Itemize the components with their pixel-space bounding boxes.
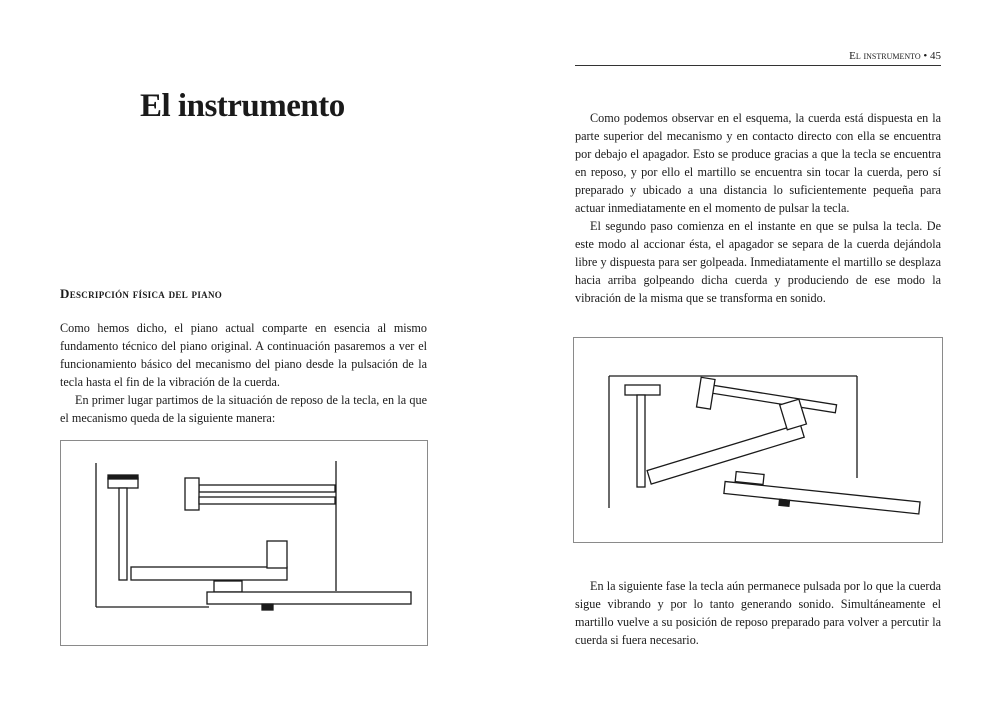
damper-arm [199,497,335,504]
page-number: 45 [930,50,941,62]
key-pivot [214,581,242,592]
mechanism-pressed-figure [573,337,943,543]
left-body-text [60,319,427,427]
running-head-title: El instrumento [849,50,921,62]
wippen-lever [131,567,287,580]
damper-arm [707,384,837,412]
hammer-shank [637,395,645,487]
string [199,485,335,492]
right-page [500,0,1000,706]
paragraph: Como podemos observar en el esquema, la cuerda está dispuesta en la parte superior del mecanismo y en contacto directo con ella se encuentra por debajo el apagador. Esto se produce gracias a que la tecla se encuentra en reposo, y por ello el martillo se encuentra sin tocar la cuerda, pero sí preparado y ubicado a una distancia lo suficientemente pequeña para actuar inmediatamente en el momento de pulsar la tecla. [575,111,941,215]
hammer-shank [119,488,127,580]
damper-head [185,478,199,510]
paragraph: El segundo paso comienza en el instante en que se pulsa la tecla. De este modo al accionar ésta, el apagador se separa de la cuerda dejándola libre y dispuesta para ser golpeada. Inmediatamente el martillo se desplaza hacia arriba golpeando dicha cuerda y produciendo de ese modo la vibración de la misma que se transforma en sonido. [575,219,941,305]
damper-head [697,377,716,409]
right-body-text-top [575,109,941,307]
hammer-head [625,385,660,395]
paragraph: Como hemos dicho, el piano actual comparte en esencia al mismo fundamento técnico del piano original. A continuación pasaremos a ver el funcionamiento básico del mecanismo del piano desde la pulsación de la tecla hasta el fin de la vibración de la cuerda. [60,321,427,389]
key-felt [262,604,273,610]
chapter-title: El instrumento [140,88,345,124]
key-felt [779,499,790,506]
section-heading: Descripción física del piano [60,286,223,301]
right-body-text-bottom [575,577,941,649]
hammer-felt [108,475,138,479]
mechanism-pressed-diagram [574,338,942,542]
running-head [575,50,941,66]
mechanism-rest-diagram [61,441,427,645]
running-head-separator: • [923,50,928,62]
key [724,481,920,513]
paragraph: En la siguiente fase la tecla aún permanece pulsada por lo que la cuerda sigue vibrando y por lo tanto generando sonido. Simultáneamente el martillo vuelve a su posición de reposo preparado para volver a percutir la cuerda si fuera necesario. [575,579,941,647]
key [207,592,411,604]
paragraph: En primer lugar partimos de la situación de reposo de la tecla, en la que el mecanismo queda de la siguiente manera: [60,393,427,425]
wippen-lever [647,424,804,484]
mechanism-rest-figure [60,440,428,646]
wippen-upright [267,541,287,568]
